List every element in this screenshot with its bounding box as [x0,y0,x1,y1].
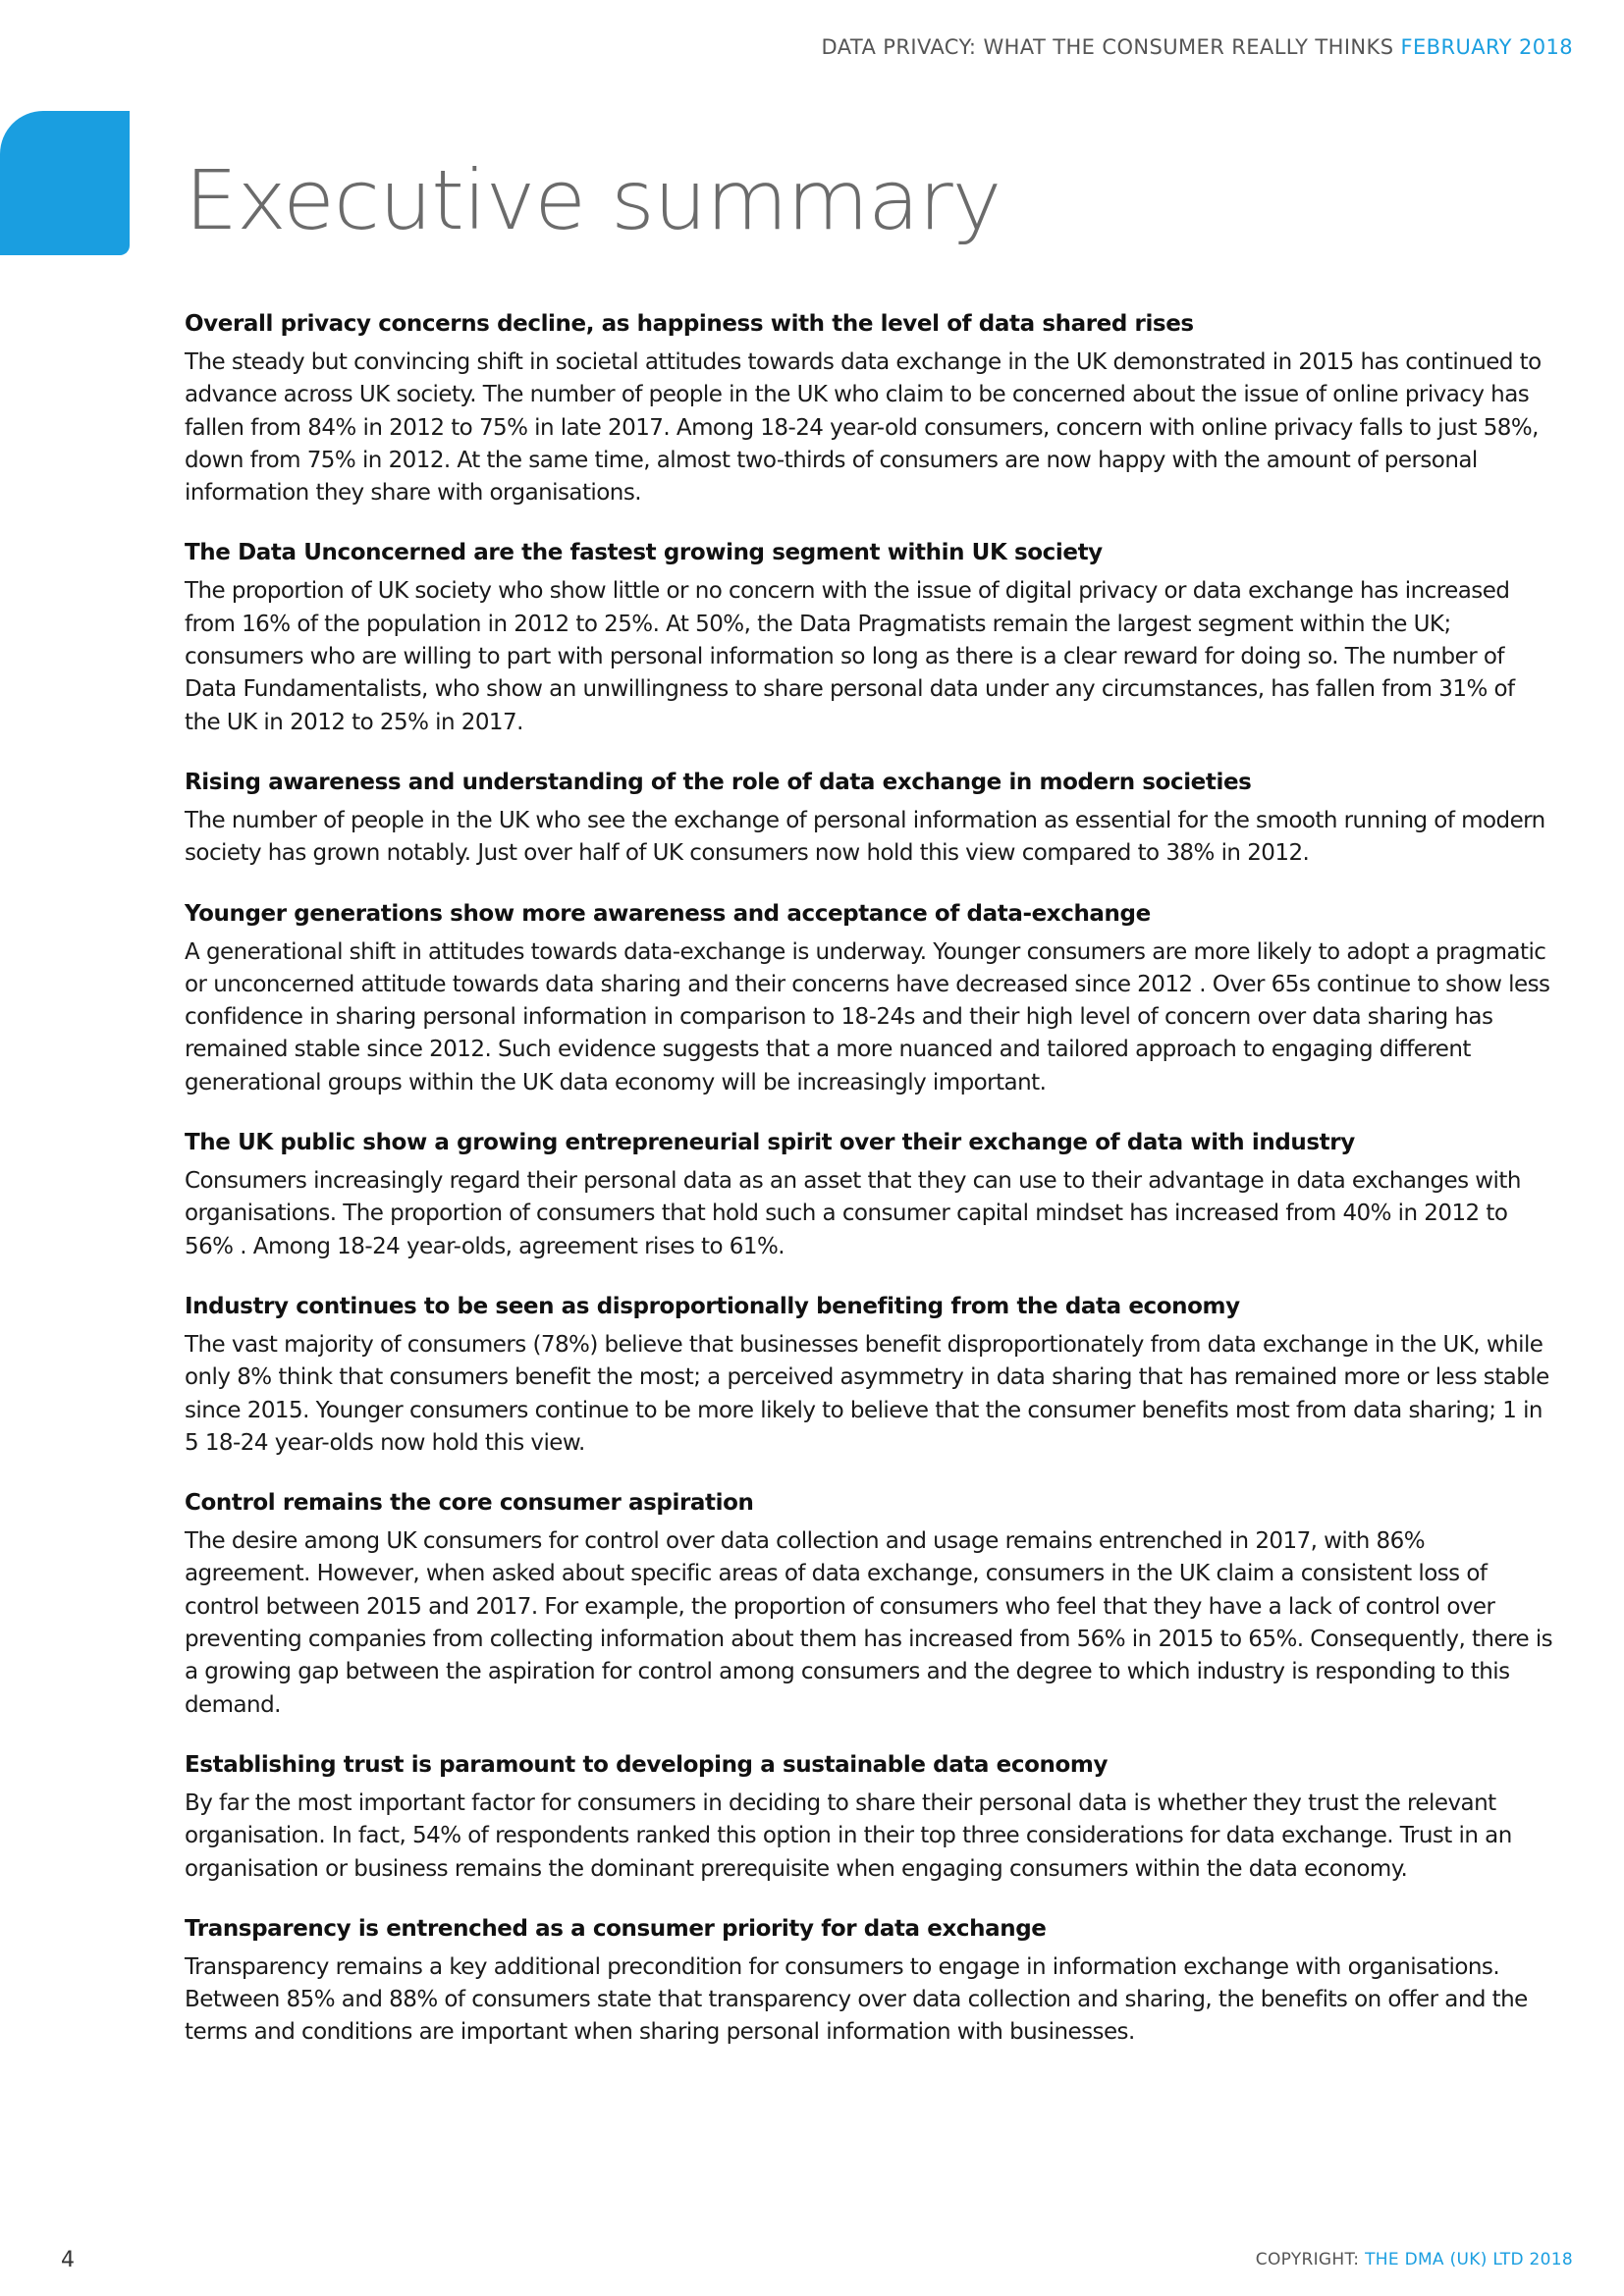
summary-section [185,537,1554,738]
copyright-label: COPYRIGHT: [1255,2250,1360,2269]
summary-content [185,308,1554,2077]
section-body: Transparency remains a key additional precondition for consumers to engage in information exchange with organisations. Between 85% and 88% of consumers state that transparency over data collection and sharing, the benefits on offer and the terms and conditions are important when sharing personal information with businesses. [185,1953,1528,2046]
summary-section [185,767,1554,871]
section-heading: Establishing trust is paramount to developing a sustainable data economy [185,1751,1109,1778]
section-heading: Control remains the core consumer aspiration [185,1490,754,1517]
summary-section [185,1749,1554,1886]
header-title: DATA PRIVACY: WHAT THE CONSUMER REALLY THINKS [821,35,1394,59]
summary-section [185,1291,1554,1460]
running-header [822,35,1573,59]
section-body: The number of people in the UK who see the exchange of personal information as essential for the smooth running of modern society has grown notably. Just over half of UK consumers now hold this view compared to 38% in 2012. [185,807,1545,867]
summary-section [185,1487,1554,1722]
summary-section [185,898,1554,1099]
section-body: Consumers increasingly regard their personal data as an asset that they can use to their advantage in data exchanges with organisations. The proportion of consumers that hold such a consumer capital mindset has increased from 40% in 2012 to 56% . Among 18-24 year-olds, agreement rises to 61%. [185,1168,1521,1259]
section-body: By far the most important factor for consumers in deciding to share their personal data is whether they trust the relevant organisation. In fact, 54% of respondents ranked this option in their top three considerations for data exchange. Trust in an organisation or business remains the dominant prerequisite when engaging consumers within the data economy. [185,1789,1512,1882]
section-body: The steady but convincing shift in societal attitudes towards data exchange in the UK demonstrated in 2015 has continued to advance across UK society. The number of people in the UK who claim to be concerned about the issue of online privacy has fallen from 84% in 2012 to 75% in late 2017. Among 18-24 year-old consumers, concern with online privacy falls to just 58%, down from 75% in 2012. At the same time, almost two-thirds of consumers are now happy with the amount of personal information they share with organisations. [185,349,1542,507]
summary-section [185,1127,1554,1263]
section-heading: Overall privacy concerns decline, as happiness with the level of data shared rises [185,311,1194,337]
section-color-tab [0,111,130,255]
header-date: FEBRUARY 2018 [1400,35,1573,59]
copyright-holder: THE DMA (UK) LTD 2018 [1365,2250,1573,2269]
section-body: The proportion of UK society who show little or no concern with the issue of digital privacy or data exchange has increased from 16% of the population in 2012 to 25%. At 50%, the Data Pragmatists remain the largest segment within the UK; consumers who are willing to part with personal information so long as there is a clear reward for doing so. The number of Data Fundamentalists, who show an unwillingness to share personal data under any circumstances, has fallen from 31% of the UK in 2012 to 25% in 2017. [185,578,1515,735]
section-heading: Rising awareness and understanding of the role of data exchange in modern societies [185,769,1252,795]
section-heading: Younger generations show more awareness and acceptance of data-exchange [185,900,1151,927]
section-heading: Transparency is entrenched as a consumer priority for data exchange [185,1915,1047,1942]
page-number: 4 [61,2248,75,2272]
summary-section [185,1913,1554,2050]
section-body: The vast majority of consumers (78%) believe that businesses benefit disproportionately from data exchange in the UK, while only 8% think that consumers benefit the most; a perceived asymmetry in data sharing that has remained more or less stable since 2015. Younger consumers continue to be more likely to believe that the consumer benefits most from data sharing; 1 in 5 18-24 year-olds now hold this view. [185,1331,1549,1456]
section-heading: The Data Unconcerned are the fastest growing segment within UK society [185,540,1103,566]
section-body: The desire among UK consumers for control over data collection and usage remains entrenched in 2017, with 86% agreement. However, when asked about specific areas of data exchange, consumers in the UK claim a consistent loss of control between 2015 and 2017. For example, the proportion of consumers who feel that they have a lack of control over preventing companies from collecting information about them has increased from 56% in 2015 to 65%. Consequently, there is a growing gap between the aspiration for control among consumers and the degree to which industry is responding to this demand. [185,1528,1553,1718]
summary-section [185,308,1554,509]
section-body: A generational shift in attitudes towards data-exchange is underway. Younger consumers are more likely to adopt a pragmatic or unconcerned attitude towards data sharing and their concerns have decreased since 2012 . Over 65s continue to show less confidence in sharing personal information in comparison to 18-24s and their high level of concern over data sharing has remained stable since 2012. Such evidence suggests that a more nuanced and tailored approach to engaging different generational groups within the UK data economy will be increasingly important. [185,938,1550,1095]
copyright-notice [1256,2250,1573,2269]
section-heading: Industry continues to be seen as disproportionally benefiting from the data economy [185,1293,1240,1319]
page-title: Executive summary [185,152,1001,248]
section-heading: The UK public show a growing entrepreneurial spirit over their exchange of data with industry [185,1130,1355,1156]
